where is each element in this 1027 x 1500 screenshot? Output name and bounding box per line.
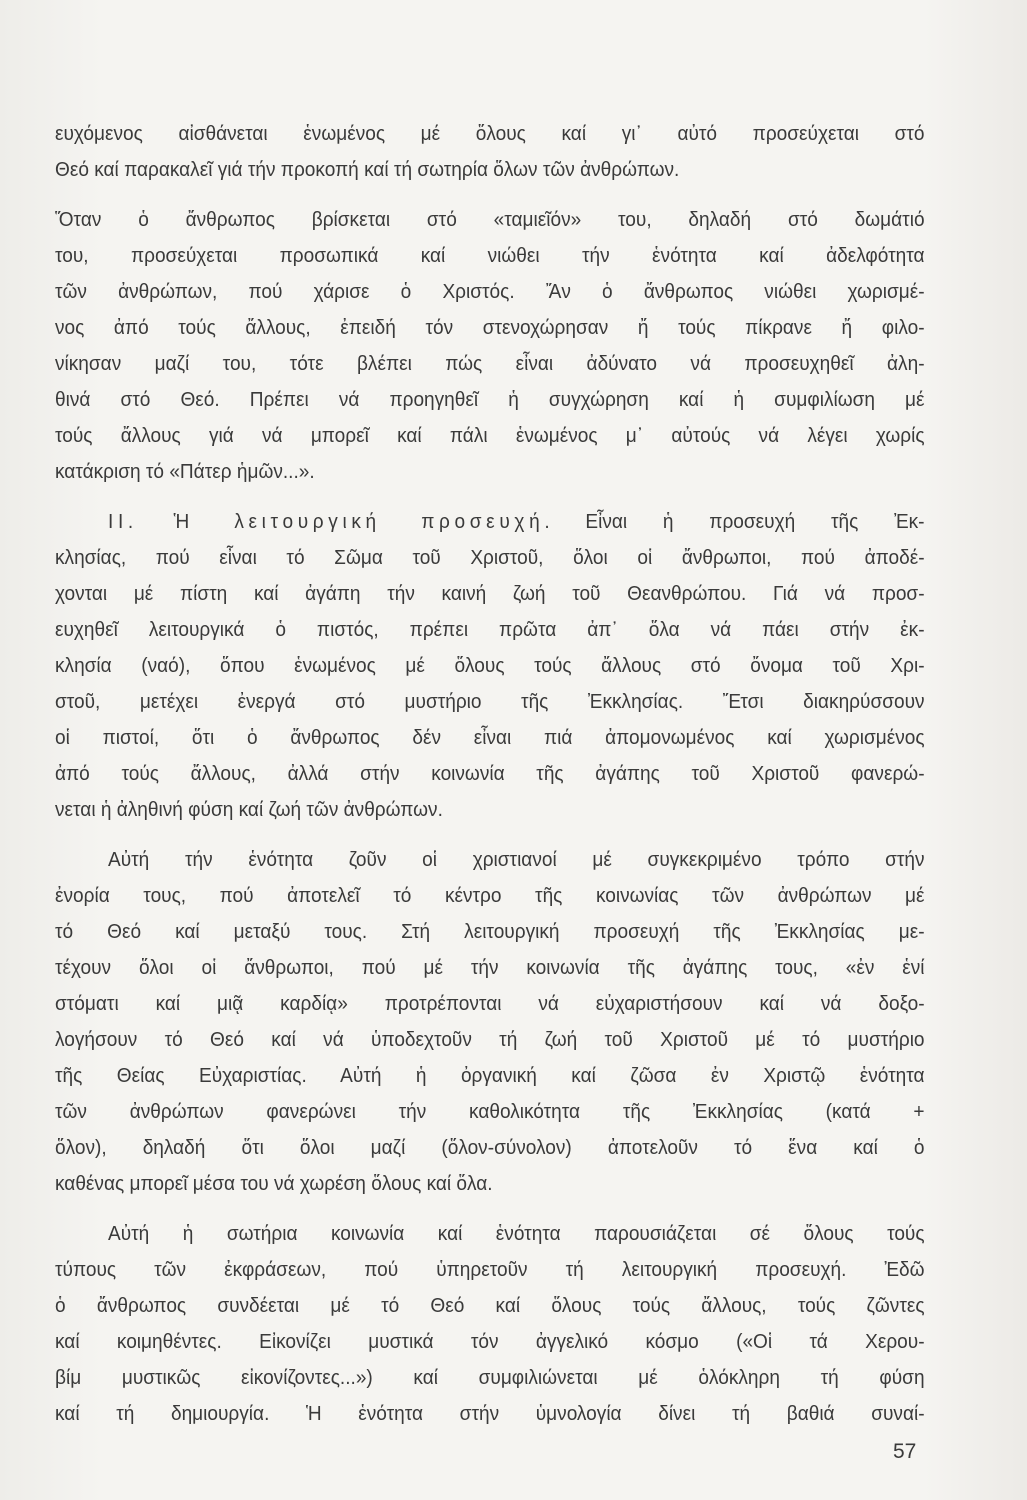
text-line: νος ἀπό τούς ἄλλους, ἐπειδή τόν στενοχώρησαν ἤ τούς πίκρανε ἤ φιλο-	[55, 316, 925, 339]
text-line: ὁ ἄνθρωπος συνδέεται μέ τό Θεό καί ὅλους τούς ἄλλους, τούς ζῶντες	[55, 1294, 925, 1317]
text-span: . Εἶναι ἡ προσευχή τῆς Ἐκ-	[544, 510, 925, 533]
paragraph-5	[55, 1216, 925, 1432]
text-line: καί τή δημιουργία. Ἡ ἑνότητα στήν ὑμνολογία δίνει τή βαθιά συναί-	[55, 1402, 925, 1425]
text-line: Αὐτή τήν ἑνότητα ζοῦν οἱ χριστιανοί μέ συγκεκριμένο τρόπο στήν	[108, 848, 925, 871]
section-number: ΙΙ.	[108, 510, 138, 533]
text-line: χονται μέ πίστη καί ἀγάπη τήν καινή ζωή τοῦ Θεανθρώπου. Γιά νά προσ-	[55, 582, 925, 605]
text-line: ἐνορία τους, πού ἀποτελεῖ τό κέντρο τῆς κοινωνίας τῶν ἀνθρώπων μέ	[55, 884, 925, 907]
section-heading: Ἡ λειτουργική προσευχή	[173, 510, 545, 533]
text-line: βίμ μυστικῶς εἰκονίζοντες...») καί συμφιλιώνεται μέ ὁλόκληρη τή φύση	[55, 1366, 925, 1389]
text-line: Θεό καί παρακαλεῖ γιά τήν προκοπή καί τή σωτηρία ὅλων τῶν ἀνθρώπων.	[55, 158, 680, 181]
text-line: ευχηθεῖ λειτουργικά ὁ πιστός, πρέπει πρῶτα ἀπ᾿ ὅλα νά πάει στήν ἐκ-	[55, 618, 925, 641]
text-line: τῶν ἀνθρώπων φανερώνει τήν καθολικότητα τῆς Ἐκκλησίας (κατά +	[55, 1100, 925, 1123]
text-line: τῶν ἀνθρώπων, πού χάρισε ὁ Χριστός. Ἄν ὁ ἄνθρωπος νιώθει χωρισμέ-	[55, 280, 925, 303]
text-line: τύπους τῶν ἐκφράσεων, πού ὑπηρετοῦν τή λειτουργική προσευχή. Ἐδῶ	[55, 1258, 925, 1281]
text-line: κατάκριση τό «Πάτερ ἡμῶν...».	[55, 460, 315, 483]
text-line: στοῦ, μετέχει ἐνεργά στό μυστήριο τῆς Ἐκκλησίας. Ἔτσι διακηρύσσουν	[55, 690, 925, 713]
text-line: τούς ἄλλους γιά νά μπορεῖ καί πάλι ἑνωμένος μ᾿ αὐτούς νά λέγει χωρίς	[55, 424, 925, 447]
text-line: νεται ἡ ἀληθινή φύση καί ζωή τῶν ἀνθρώπων.	[55, 798, 443, 821]
text-line: τό Θεό καί μεταξύ τους. Στή λειτουργική προσευχή τῆς Ἐκκλησίας με-	[55, 920, 925, 943]
body-text	[55, 116, 925, 1446]
section-heading-line	[55, 504, 925, 540]
paragraph-section-ii	[55, 504, 925, 828]
text-line: τῆς Θείας Εὐχαριστίας. Αὐτή ἡ ὀργανική καί ζῶσα ἐν Χριστῷ ἑνότητα	[55, 1064, 925, 1087]
text-line: τέχουν ὅλοι οἱ ἄνθρωποι, πού μέ τήν κοινωνία τῆς ἀγάπης τους, «ἐν ἑνί	[55, 956, 925, 979]
text-line: ὅλον), δηλαδή ὅτι ὅλοι μαζί (ὅλον-σύνολον) ἀποτελοῦν τό ἕνα καί ὁ	[55, 1136, 925, 1159]
text-line: καί κοιμηθέντες. Εἰκονίζει μυστικά τόν ἀγγελικό κόσμο («Οἱ τά Χερου-	[55, 1330, 925, 1353]
text-line: ἀπό τούς ἄλλους, ἀλλά στήν κοινωνία τῆς ἀγάπης τοῦ Χριστοῦ φανερώ-	[55, 762, 925, 785]
text-line: κλησίας, πού εἶναι τό Σῶμα τοῦ Χριστοῦ, ὅλοι οἱ ἄνθρωποι, πού ἀποδέ-	[55, 546, 925, 569]
text-line: κλησία (ναό), ὅπου ἑνωμένος μέ ὅλους τούς ἄλλους στό ὄνομα τοῦ Χρι-	[55, 654, 925, 677]
text-line: στόματι καί μιᾷ καρδίᾳ» προτρέπονται νά εὐχαριστήσουν καί νά δοξο-	[55, 992, 925, 1015]
text-line: Ὅταν ὁ ἄνθρωπος βρίσκεται στό «ταμιεῖόν» του, δηλαδή στό δωμάτιό	[55, 208, 925, 231]
text-line: οἱ πιστοί, ὅτι ὁ ἄνθρωπος δέν εἶναι πιά ἀπομονωμένος καί χωρισμένος	[55, 726, 925, 749]
text-line: ευχόμενος αἰσθάνεται ἑνωμένος μέ ὅλους καί γι᾿ αὐτό προσεύχεται στό	[55, 122, 925, 145]
paragraph-1	[55, 116, 925, 188]
text-line: λογήσουν τό Θεό καί νά ὑποδεχτοῦν τή ζωή τοῦ Χριστοῦ μέ τό μυστήριο	[55, 1028, 925, 1051]
paragraph-2	[55, 202, 925, 490]
text-line: θινά στό Θεό. Πρέπει νά προηγηθεῖ ἡ συγχώρηση καί ἡ συμφιλίωση μέ	[55, 388, 925, 411]
text-line: του, προσεύχεται προσωπικά καί νιώθει τήν ἑνότητα καί ἀδελφότητα	[55, 244, 925, 267]
text-line: Αὐτή ἡ σωτήρια κοινωνία καί ἑνότητα παρουσιάζεται σέ ὅλους τούς	[108, 1222, 925, 1245]
page-number: 57	[893, 1440, 917, 1463]
text-line: νίκησαν μαζί του, τότε βλέπει πώς εἶναι ἀδύνατο νά προσευχηθεῖ ἀλη-	[55, 352, 925, 375]
paragraph-4	[55, 842, 925, 1202]
text-line: καθένας μπορεῖ μέσα του νά χωρέση ὅλους καί ὅλα.	[55, 1172, 493, 1195]
